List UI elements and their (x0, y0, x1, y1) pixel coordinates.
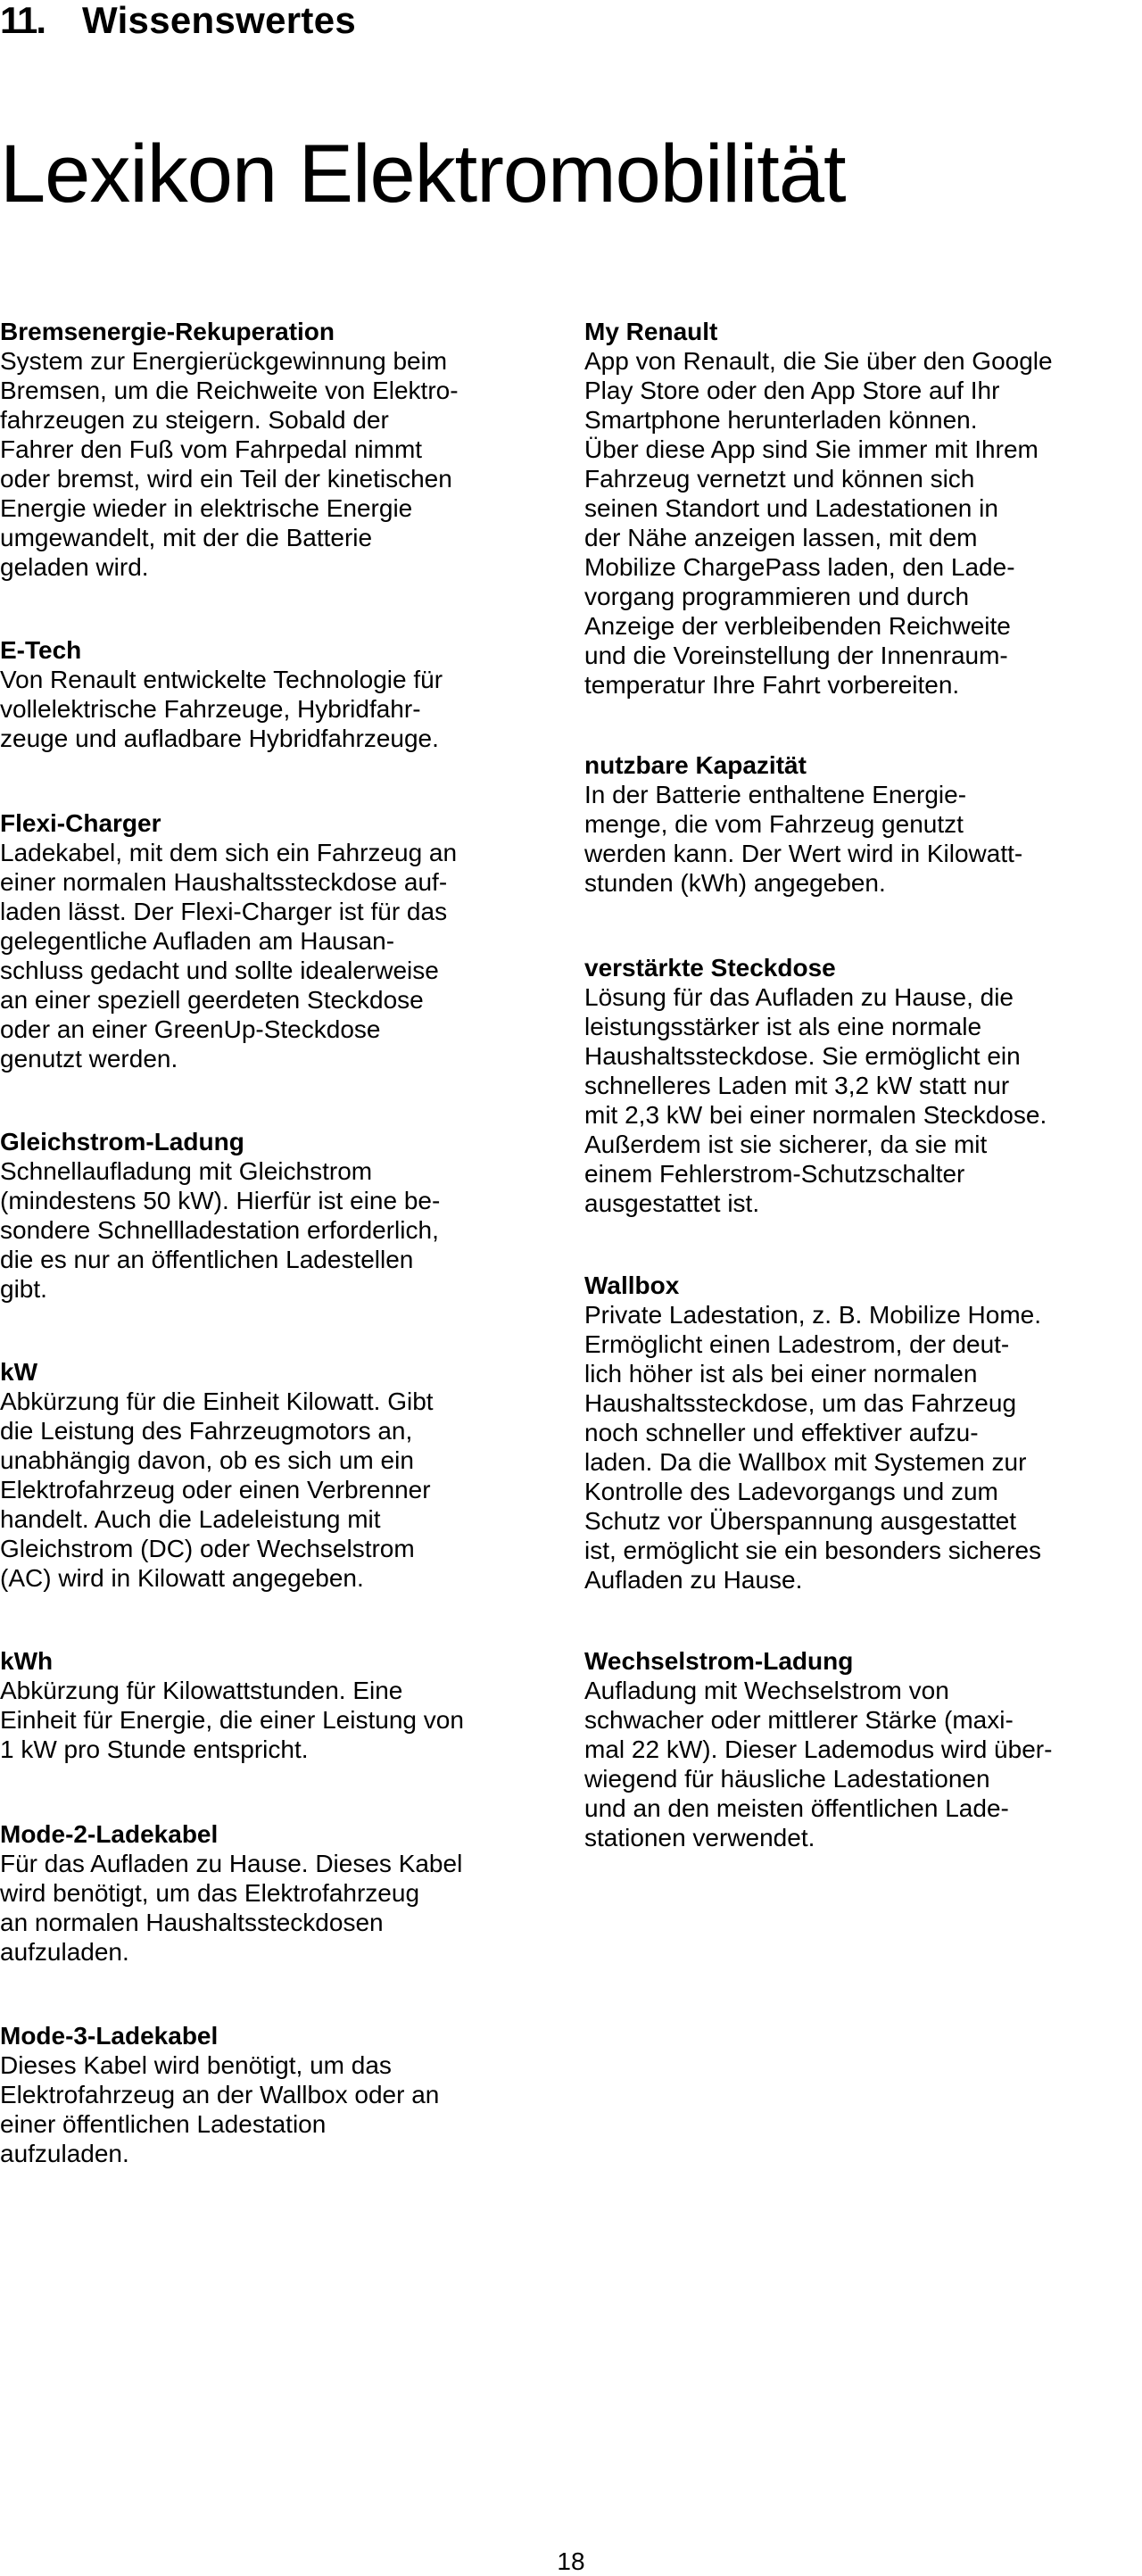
glossary-term: E-Tech (0, 636, 82, 664)
glossary-term: Mode-3-Ladekabel (0, 2022, 219, 2050)
glossary-definition: Von Renault entwickelte Technologie für vollelektrische Fahrzeuge, Hybridfahr- zeuge und aufladbare Hybridfahrzeuge. (0, 666, 443, 752)
glossary-definition: Abkürzung für die Einheit Kilowatt. Gibt die Leistung des Fahrzeugmotors an, unabhängig davon, ob es sich um ein Elektrofahrzeug oder einen Verbrenner handelt. Auch die Ladeleistung mit Gleichstrom (DC) oder Wechselstrom (AC) wird in Kilowatt angegeben. (0, 1387, 434, 1592)
glossary-term: Wechselstrom-Ladung (584, 1647, 854, 1675)
glossary-entry-verstaerkte-steckdose (584, 953, 1047, 1218)
glossary-definition: System zur Energierückgewinnung beim Bremsen, um die Reichweite von Elektro- fahrzeugen zu steigern. Sobald der Fahrer den Fuß vom Fahrpedal nimmt oder bremst, wird ein Teil der kinetischen Energie wieder in elektrische Energie umgewandelt, mit der die Batterie geladen wird. (0, 347, 459, 581)
glossary-entry-my-renault (584, 317, 1053, 700)
glossary-term: nutzbare Kapazität (584, 751, 807, 779)
glossary-term: Mode-2-Ladekabel (0, 1820, 219, 1848)
glossary-entry-mode-3-ladekabel (0, 2021, 439, 2168)
section-title: Wissenswertes (82, 0, 357, 41)
glossary-definition: Aufladung mit Wechselstrom von schwacher oder mittlerer Stärke (maxi- mal 22 kW). Dieser Lademodus wird über- wiegend für häusliche Ladestationen und an den meisten öffentlichen Lade- stationen verwendet. (584, 1677, 1053, 1851)
section-header (0, 0, 356, 41)
glossary-term: My Renault (584, 318, 718, 345)
glossary-entry-kw (0, 1357, 434, 1593)
glossary-entry-gleichstrom-ladung (0, 1127, 440, 1304)
glossary-entry-mode-2-ladekabel (0, 1819, 462, 1967)
glossary-term: Flexi-Charger (0, 809, 161, 837)
glossary-definition: Abkürzung für Kilowattstunden. Eine Einheit für Energie, die einer Leistung von 1 kW pro Stunde entspricht. (0, 1677, 464, 1763)
section-number: 11. (0, 0, 46, 41)
page-title: Lexikon Elektromobilität (0, 128, 846, 219)
glossary-term: kWh (0, 1647, 54, 1675)
glossary-term: kW (0, 1358, 37, 1386)
glossary-entry-wechselstrom-ladung (584, 1646, 1052, 1852)
glossary-definition: Schnellaufladung mit Gleichstrom (mindestens 50 kW). Hierfür ist eine be- sondere Schnellladestation erforderlich, die es nur an öffentlichen Ladestellen gibt. (0, 1157, 441, 1303)
glossary-entry-bremsenergie-rekuperation (0, 317, 459, 582)
page-number: 18 (557, 2547, 585, 2575)
glossary-term: Wallbox (584, 1271, 680, 1299)
glossary-term: verstärkte Steckdose (584, 954, 836, 982)
glossary-definition: Ladekabel, mit dem sich ein Fahrzeug an einer normalen Haushaltssteckdose auf- laden lässt. Der Flexi-Charger ist für das gelegentliche Aufladen am Hausan- schluss gedacht und sollte idealerweise an einer speziell geerdeten Steckdose oder an einer GreenUp-Steckdose genutzt werden. (0, 839, 458, 1073)
glossary-entry-kwh (0, 1646, 464, 1764)
glossary-term: Bremsenergie-Rekuperation (0, 318, 335, 345)
glossary-definition: Dieses Kabel wird benötigt, um das Elektrofahrzeug an der Wallbox oder an einer öffentlichen Ladestation aufzuladen. (0, 2051, 440, 2167)
glossary-definition: App von Renault, die Sie über den Google Play Store oder den App Store auf Ihr Smartphone herunterladen können. Über diese App sind Sie immer mit Ihrem Fahrzeug vernetzt und können sich seinen Standort und Ladestationen in der Nähe anzeigen lassen, mit dem Mobilize ChargePass laden, den Lade- vorgang programmieren und durch Anzeige der verbleibenden Reichweite und die Voreinstellung der Innenraum- temperatur Ihre Fahrt vorbereiten. (584, 347, 1053, 699)
glossary-term: Gleichstrom-Ladung (0, 1128, 244, 1155)
glossary-definition: In der Batterie enthaltene Energie- menge, die vom Fahrzeug genutzt werden kann. Der Wert wird in Kilowatt- stunden (kWh) angegeben. (584, 781, 1023, 897)
glossary-definition: Für das Aufladen zu Hause. Dieses Kabel wird benötigt, um das Elektrofahrzeug an normalen Haushaltssteckdosen aufzuladen. (0, 1850, 463, 1966)
glossary-entry-wallbox (584, 1271, 1041, 1594)
glossary-entry-flexi-charger (0, 808, 457, 1073)
glossary-definition: Lösung für das Aufladen zu Hause, die leistungsstärker ist als eine normale Haushaltssteckdose. Sie ermöglicht ein schnelleres Laden mit 3,2 kW statt nur mit 2,3 kW bei einer normalen Steckdose. Außerdem ist sie sicherer, da sie mit einem Fehlerstrom-Schutzschalter ausgestattet ist. (584, 983, 1047, 1217)
glossary-entry-nutzbare-kapazitaet (584, 750, 1022, 898)
glossary-definition: Private Ladestation, z. B. Mobilize Home. Ermöglicht einen Ladestrom, der deut- lich höher ist als bei einer normalen Haushaltssteckdose, um das Fahrzeug noch schneller und effektiver aufzu- laden. Da die Wallbox mit Systemen zur Kontrolle des Ladevorgangs und zum Schutz vor Überspannung ausgestattet ist, ermöglicht sie ein besonders sicheres Aufladen zu Hause. (584, 1301, 1042, 1594)
glossary-entry-e-tech (0, 635, 443, 753)
